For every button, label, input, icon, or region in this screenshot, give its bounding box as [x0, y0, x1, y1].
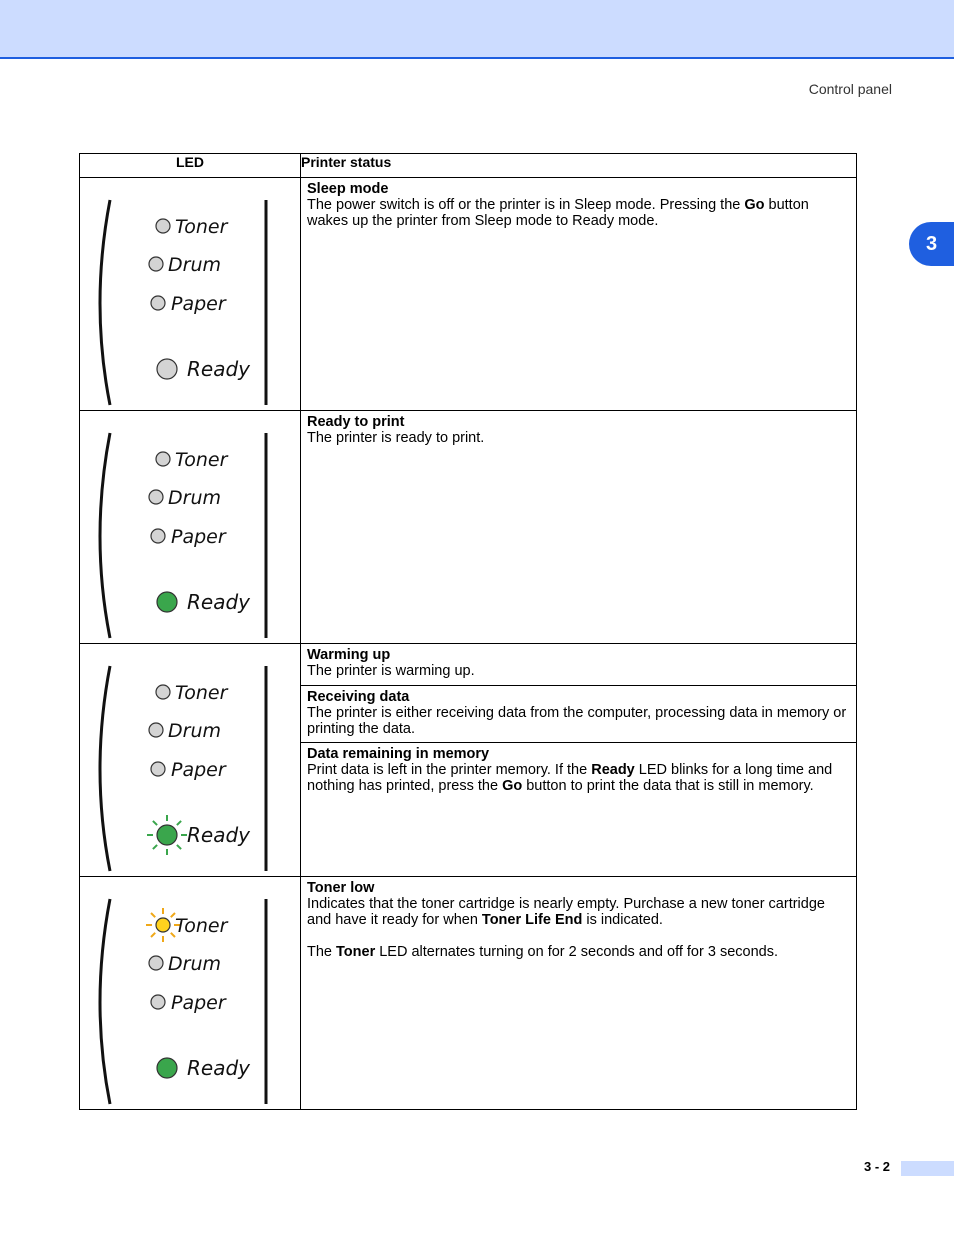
- status-title: Receiving data: [307, 689, 410, 705]
- paper-led-label: Paper: [171, 992, 226, 1014]
- drum-led-icon: [149, 490, 163, 504]
- ready-led-icon: [157, 825, 177, 845]
- drum-led-label: Drum: [168, 720, 221, 742]
- led-panel: [80, 411, 300, 643]
- ready-blink-ray: [177, 821, 181, 825]
- table-header-row: [80, 154, 857, 178]
- panel-left-bracket: [100, 200, 110, 405]
- status-description: The printer is warming up.: [307, 663, 475, 679]
- led-status-table: [79, 153, 857, 1110]
- status-description: The printer is ready to print.: [307, 430, 485, 446]
- status-cell: [301, 644, 857, 877]
- status-title: Toner low: [307, 880, 375, 896]
- ready-led-icon: [157, 1058, 177, 1078]
- section-title: Control panel: [808, 81, 892, 97]
- table-row: [80, 877, 857, 1110]
- led-panel: [80, 877, 300, 1109]
- status-note: The Toner LED alternates turning on for 2 seconds and off for 3 seconds.: [307, 944, 778, 960]
- status-title: Data remaining in memory: [307, 746, 490, 762]
- table-row: [80, 644, 857, 877]
- paper-led-icon: [151, 995, 165, 1009]
- ready-led-icon: [157, 592, 177, 612]
- header-band: [0, 0, 954, 59]
- status-description: The printer is either receiving data from the computer, processing data in memory or printing the data.: [307, 705, 847, 737]
- led-panel: [80, 644, 300, 876]
- drum-led-label: Drum: [168, 953, 221, 975]
- status-cell: [301, 877, 857, 1110]
- panel-left-bracket: [100, 433, 110, 638]
- status-title: Ready to print: [307, 414, 405, 430]
- paper-led-icon: [151, 296, 165, 310]
- status-description: The power switch is off or the printer is in Sleep mode. Pressing the Go button wakes up the printer from Sleep mode to Ready mode.: [307, 197, 809, 229]
- toner-led-icon: [156, 452, 170, 466]
- ready-led-icon: [157, 359, 177, 379]
- toner-led-label: Toner: [175, 216, 228, 238]
- chapter-tab[interactable]: 3: [909, 222, 954, 266]
- ready-led-label: Ready: [187, 357, 250, 381]
- toner-led-label: Toner: [175, 449, 228, 471]
- footer-bar: [901, 1161, 954, 1176]
- toner-blink-ray: [151, 933, 155, 937]
- panel-left-bracket: [100, 899, 110, 1104]
- led-column-header: LED: [80, 154, 301, 178]
- paper-led-icon: [151, 529, 165, 543]
- status-title: Warming up: [307, 647, 391, 663]
- toner-led-label: Toner: [175, 682, 228, 704]
- ready-led-label: Ready: [187, 590, 250, 614]
- led-panel-cell: [80, 411, 301, 644]
- table-row: [80, 411, 857, 644]
- drum-led-icon: [149, 723, 163, 737]
- panel-left-bracket: [100, 666, 110, 871]
- led-panel-cell: [80, 178, 301, 411]
- led-panel-cell: [80, 644, 301, 877]
- led-panel: [80, 178, 300, 410]
- ready-led-label: Ready: [187, 1056, 250, 1080]
- paper-led-label: Paper: [171, 293, 226, 315]
- status-description: Indicates that the toner cartridge is nearly empty. Purchase a new toner cartridge and have it ready for when Toner Life End is indicated.: [307, 896, 825, 928]
- paper-led-label: Paper: [171, 526, 226, 548]
- status-column-header: Printer status: [301, 154, 857, 178]
- toner-led-label: Toner: [175, 915, 228, 937]
- toner-led-icon: [156, 219, 170, 233]
- ready-blink-ray: [153, 821, 157, 825]
- paper-led-icon: [151, 762, 165, 776]
- ready-blink-ray: [177, 845, 181, 849]
- paper-led-label: Paper: [171, 759, 226, 781]
- led-panel-cell: [80, 877, 301, 1110]
- ready-led-label: Ready: [187, 823, 250, 847]
- toner-led-icon: [156, 685, 170, 699]
- drum-led-label: Drum: [168, 254, 221, 276]
- status-description: Print data is left in the printer memory. If the Ready LED blinks for a long time and nothing has printed, press the Go button to print the data that is still in memory.: [307, 762, 833, 794]
- drum-led-icon: [149, 257, 163, 271]
- table-row: [80, 178, 857, 411]
- status-cell: [301, 411, 857, 644]
- page-number: 3 - 2: [864, 1159, 891, 1174]
- status-title: Sleep mode: [307, 181, 389, 197]
- ready-blink-ray: [153, 845, 157, 849]
- toner-blink-ray: [151, 913, 155, 917]
- toner-led-icon: [156, 918, 170, 932]
- drum-led-icon: [149, 956, 163, 970]
- status-cell: [301, 178, 857, 411]
- drum-led-label: Drum: [168, 487, 221, 509]
